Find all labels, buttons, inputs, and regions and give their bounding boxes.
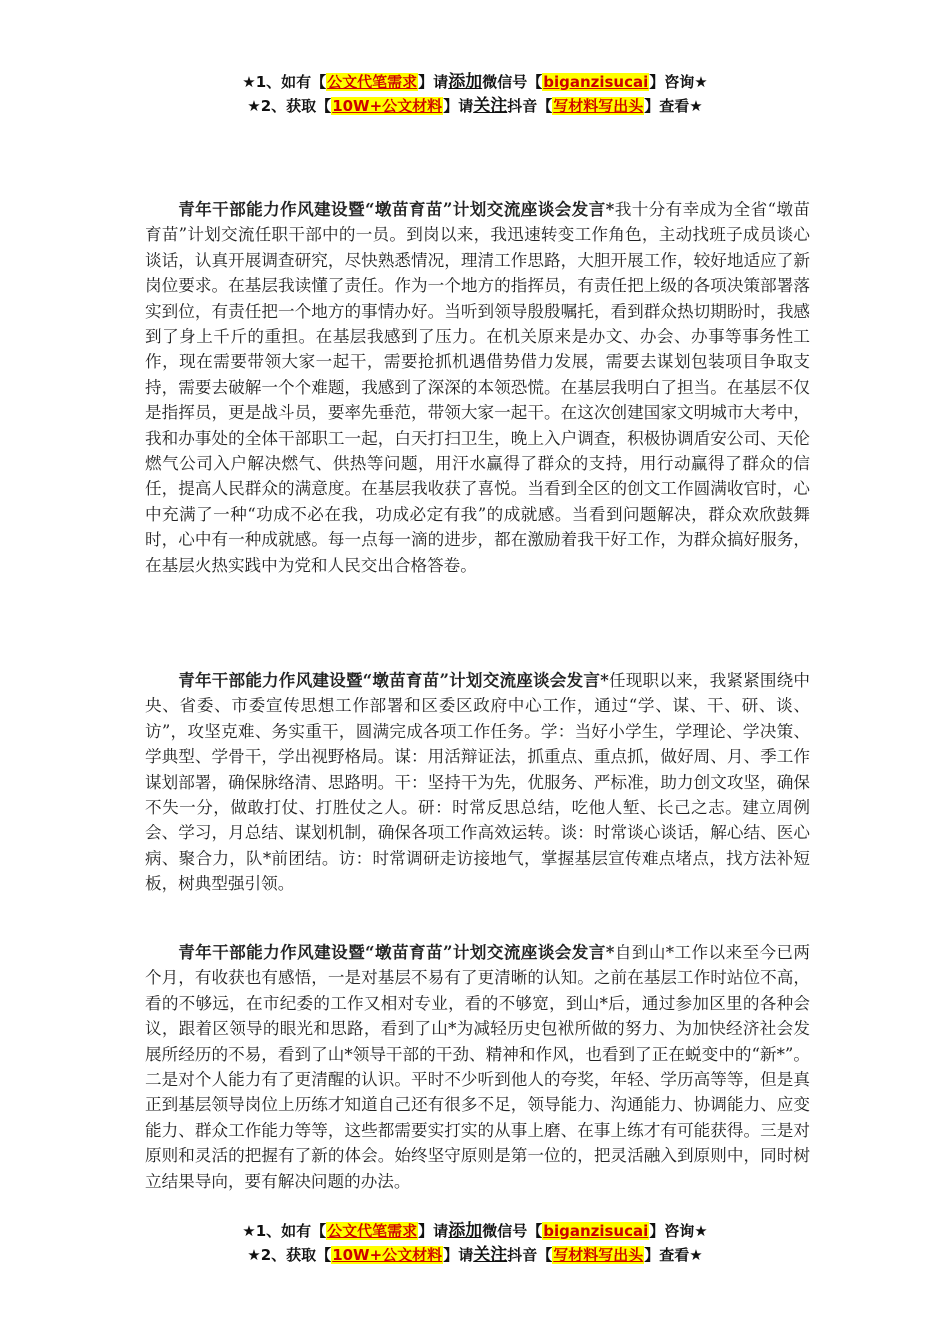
speech-section-3 bbox=[145, 940, 810, 1194]
promo-line-2-douyin-id: 写材料写出头 bbox=[553, 1246, 644, 1264]
promo-line-2-suffix: 】查看★ bbox=[644, 97, 703, 115]
promo-line-2-mid: 】请 bbox=[443, 97, 474, 115]
section-title: 青年干部能力作风建设暨“墩苗育苗”计划交流座谈会发言* bbox=[178, 942, 615, 962]
promo-line-2 bbox=[0, 94, 950, 118]
promo-line-1-emphasis: 添加 bbox=[448, 1221, 483, 1241]
promo-line-1-suffix: 】咨询★ bbox=[649, 1222, 708, 1240]
promo-line-1-mid2: 微信号【 bbox=[482, 1222, 543, 1240]
promo-line-2-emphasis: 关注 bbox=[473, 96, 508, 116]
promo-line-2-prefix: ★2、获取【 bbox=[247, 1246, 332, 1264]
promo-line-1-prefix: ★1、如有【 bbox=[242, 1222, 327, 1240]
promo-line-1-wechat-id: biganzisucai bbox=[543, 73, 649, 91]
promo-line-2-mid2: 抖音【 bbox=[507, 97, 553, 115]
section-body: 任现职以来，我紧紧围绕中央、省委、市委宣传思想工作部署和区委区政府中心工作，通过“学、谋、干、研、谈、访”，攻坚克难、务实重干，圆满完成各项工作任务。学：当好小学生，学理论、学决策、学典型、学骨干，学出视野格局。谋：用活辩证法，抓重点、重点抓，做好周、月、季工作谋划部署，确保脉络清、思路明。干：坚持干为先，优服务、严标准，助力创文攻坚，确保不失一分，做敢打仗、打胜仗之人。研：时常反思总结，吃他人堑、长己之志。建立周例会、学习，月总结、谋划机制，确保各项工作高效运转。谈：时常谈心谈话，解心结、医心病、聚合力，队*前团结。访：时常调研走访接地气，掌握基层宣传难点堵点，找方法补短板，树典型强引领。 bbox=[145, 671, 811, 894]
section-body: 我十分有幸成为全省“墩苗育苗”计划交流任职干部中的一员。到岗以来，我迅速转变工作角色，主动找班子成员谈心谈话，认真开展调查研究，尽快熟悉情况，理清工作思路，大胆开展工作，较好地适应了新岗位要求。在基层我读懂了责任。作为一个地方的指挥员，有责任把上级的各项决策部署落实到位，有责任把一个地方的事情办好。当听到领导殷殷嘱托，看到群众热切期盼时，我感到了身上千斤的重担。在基层我感到了压力。在机关原来是办文、办会、办事等事务性工作，现在需要带领大家一起干，需要抢抓机遇借势借力发展，需要去谋划包装项目争取支持，需要去破解一个个难题，我感到了深深的本领恐慌。在基层我明白了担当。在基层不仅是指挥员，更是战斗员，要率先垂范，带领大家一起干。在这次创建国家文明城市大考中，我和办事处的全体干部职工一起，白天打扫卫生，晚上入户调查，积极协调盾安公司、天伦燃气公司入户解决燃气、供热等问题，用汗水赢得了群众的支持，用行动赢得了群众的信任，提高人民群众的满意度。在基层我收获了喜悦。当看到全区的创文工作圆满收官时，心中充满了一种“功成不必在我，功成必定有我”的成就感。当看到问题解决，群众欢欣鼓舞时，心中有一种成就感。每一点每一滴的进步，都在激励着我干好工作，为群众搞好服务，在基层火热实践中为党和人民交出合格答卷。 bbox=[145, 200, 811, 575]
speech-section-2 bbox=[145, 668, 810, 897]
promo-line-1 bbox=[0, 1219, 950, 1243]
section-title: 青年干部能力作风建设暨“墩苗育苗”计划交流座谈会发言* bbox=[178, 670, 609, 690]
promo-line-1-prefix: ★1、如有【 bbox=[242, 73, 327, 91]
promo-line-1-wechat-id: biganzisucai bbox=[543, 1222, 649, 1240]
promo-line-2-suffix: 】查看★ bbox=[644, 1246, 703, 1264]
promo-line-2-mid: 】请 bbox=[443, 1246, 474, 1264]
promo-line-1-highlight-service: 公文代笔需求 bbox=[327, 1222, 418, 1240]
promo-line-2-highlight-materials: 10W+公文材料 bbox=[332, 1246, 443, 1264]
promo-line-1-mid2: 微信号【 bbox=[482, 73, 543, 91]
promo-line-1 bbox=[0, 70, 950, 94]
promo-line-2-highlight-materials: 10W+公文材料 bbox=[332, 97, 443, 115]
promo-line-1-suffix: 】咨询★ bbox=[649, 73, 708, 91]
section-title: 青年干部能力作风建设暨“墩苗育苗”计划交流座谈会发言* bbox=[178, 199, 615, 219]
promo-line-2-emphasis: 关注 bbox=[473, 1245, 508, 1265]
promo-banner-bottom bbox=[0, 1219, 950, 1267]
promo-line-2-prefix: ★2、获取【 bbox=[247, 97, 332, 115]
promo-line-2-douyin-id: 写材料写出头 bbox=[553, 97, 644, 115]
promo-line-2 bbox=[0, 1243, 950, 1267]
promo-line-2-mid2: 抖音【 bbox=[507, 1246, 553, 1264]
promo-line-1-mid: 】请 bbox=[418, 1222, 449, 1240]
section-body: 自到山*工作以来至今已两个月，有收获也有感悟，一是对基层不易有了更清晰的认知。之前在基层工作时站位不高，看的不够远，在市纪委的工作又相对专业，看的不够宽，到山*后，通过参加区里的各种会议，跟着区领导的眼光和思路，看到了山*为减轻历史包袱所做的努力、为加快经济社会发展所经历的不易，看到了山*领导干部的干劲、精神和作风，也看到了正在蜕变中的“新*”。二是对个人能力有了更清醒的认识。平时不少听到他人的夸奖，年轻、学历高等等，但是真正到基层领导岗位上历练才知道自己还有很多不足，领导能力、沟通能力、协调能力、应变能力、群众工作能力等等，这些都需要实打实的从事上磨、在事上练才有可能获得。三是对原则和灵活的把握有了新的体会。始终坚守原则是第一位的，把灵活融入到原则中，同时树立结果导向，要有解决问题的办法。 bbox=[145, 943, 811, 1191]
promo-line-1-mid: 】请 bbox=[418, 73, 449, 91]
speech-section-1 bbox=[145, 197, 810, 578]
promo-banner-top bbox=[0, 70, 950, 118]
promo-line-1-highlight-service: 公文代笔需求 bbox=[327, 73, 418, 91]
promo-line-1-emphasis: 添加 bbox=[448, 72, 483, 92]
